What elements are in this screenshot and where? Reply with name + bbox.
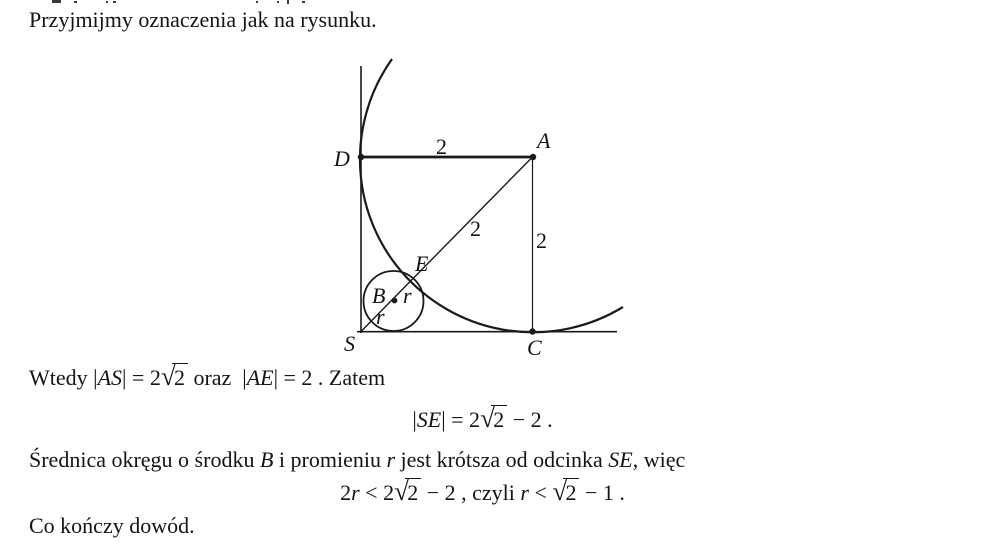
text-part: , więc xyxy=(632,447,686,472)
label-radius-right: r xyxy=(403,283,412,308)
text-part: r xyxy=(520,480,529,505)
segment-SA xyxy=(361,157,533,332)
sqrt-expression: √2 xyxy=(161,365,188,390)
label-D: D xyxy=(334,146,350,171)
proof-line-1 xyxy=(29,363,385,393)
text-part: | = 2 xyxy=(441,407,481,432)
sqrt-expression: √2 xyxy=(480,407,507,432)
sqrt-expression: √2 xyxy=(552,480,579,505)
label-C: C xyxy=(527,335,542,360)
label-S: S xyxy=(344,331,355,356)
text-part: Wtedy xyxy=(29,365,94,390)
text-part: oraz | xyxy=(187,365,247,390)
text-part: AS xyxy=(97,365,123,390)
text-part: i promieniu xyxy=(273,447,387,472)
closing-line: Co kończy dowód. xyxy=(29,513,195,538)
text-part: B xyxy=(259,447,274,472)
point-B-dot xyxy=(392,298,398,304)
text-part: SE xyxy=(608,447,633,472)
text-part: | = 2 xyxy=(122,365,161,390)
intro-paragraph: Przyjmijmy oznaczenia jak na rysunku. xyxy=(29,7,377,32)
text-part: AE xyxy=(246,365,274,390)
text-part: < 2 xyxy=(359,480,395,505)
label-B: B xyxy=(372,283,386,308)
text-part: 2 xyxy=(340,480,352,505)
text-part: < xyxy=(528,480,553,505)
point-A-dot xyxy=(530,154,536,160)
text-part: jest krótsza od odcinka xyxy=(395,447,609,472)
large-arc xyxy=(360,59,623,332)
text-part: r xyxy=(386,447,396,472)
text-part: Średnica okręgu o środku xyxy=(29,447,260,472)
text-part: − 2 , czyli xyxy=(421,480,521,505)
sqrt-expression: √2 xyxy=(394,480,421,505)
point-D-dot xyxy=(358,154,364,160)
text-part: | xyxy=(412,407,417,432)
proof-line-2 xyxy=(29,445,685,475)
geometry-figure xyxy=(320,54,660,360)
text-part: | xyxy=(93,365,98,390)
text-part: r xyxy=(351,480,360,505)
formula-SE xyxy=(0,404,965,436)
label-radius-below: r xyxy=(376,304,385,329)
label-EA-length: 2 xyxy=(470,216,481,241)
text-part: − 2 . xyxy=(507,407,553,432)
point-C-dot xyxy=(529,328,535,334)
text-part: | = 2 . Zatem xyxy=(273,365,386,390)
label-DA-length: 2 xyxy=(436,134,447,159)
formula-2r xyxy=(0,477,965,509)
label-A: A xyxy=(537,128,551,153)
text-part: − 1 . xyxy=(579,480,625,505)
label-AC-length: 2 xyxy=(536,228,547,253)
label-E: E xyxy=(415,251,429,276)
text-part: SE xyxy=(416,407,442,432)
